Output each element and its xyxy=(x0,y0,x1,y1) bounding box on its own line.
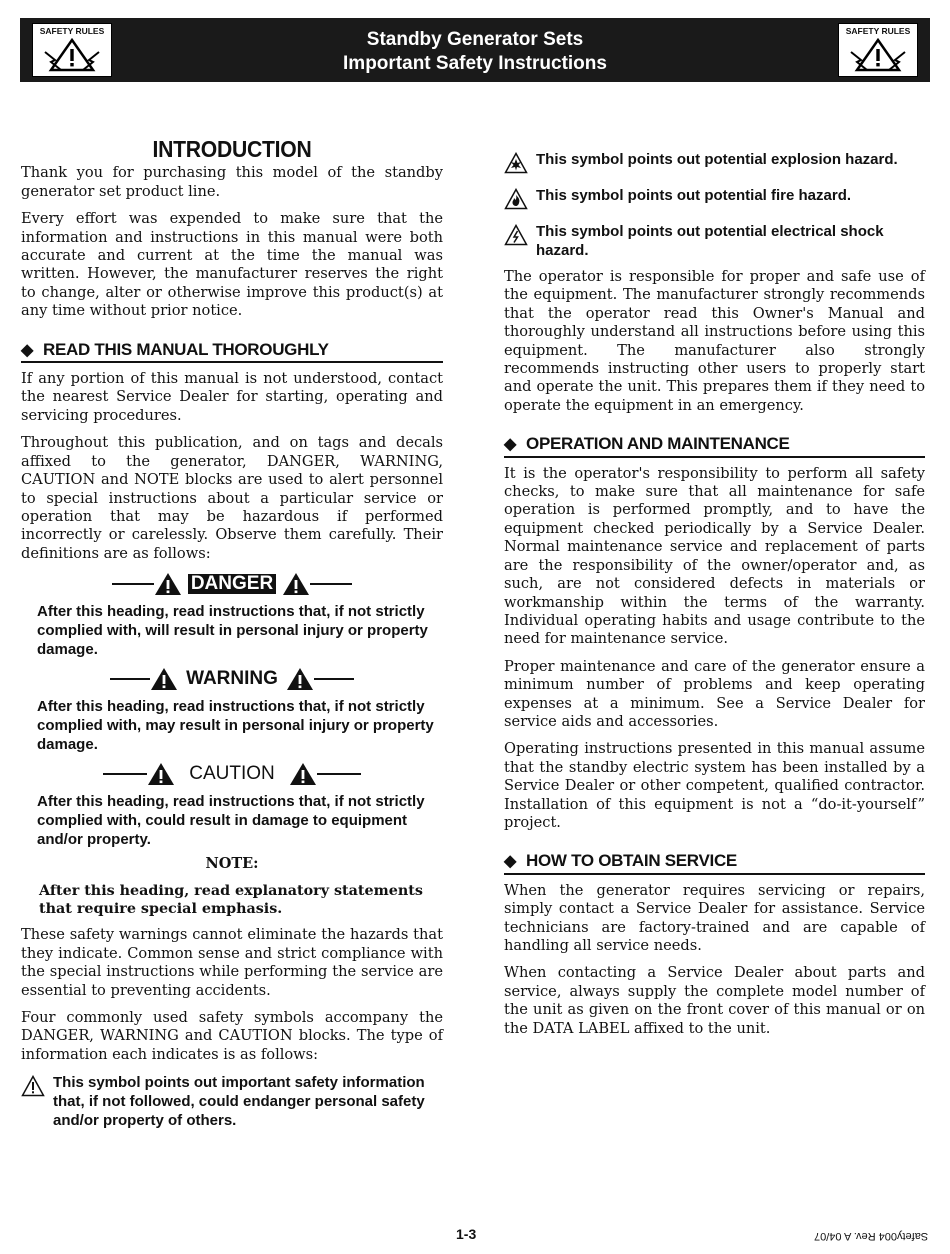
page-header xyxy=(20,18,930,82)
section-heading-service xyxy=(504,852,925,874)
service-paragraph-1: When the generator requires servicing or repairs, simply contact a Service Dealer for assistance. Service technicians are factory-trained and are capable of handling all service needs. xyxy=(504,881,925,954)
warning-triangle-icon xyxy=(286,667,314,691)
page-number: 1-3 xyxy=(456,1226,477,1242)
electrical-hazard-icon xyxy=(849,38,907,72)
shock-symbol-description: This symbol points out potential electrical shock hazard. xyxy=(536,223,884,259)
read-manual-paragraph-3: These safety warnings cannot eliminate the hazards that they indicate. Common sense and strict compliance with the special instructions while performing the service are essential to preventing accidents. xyxy=(21,926,443,999)
section-heading-text: HOW TO OBTAIN SERVICE xyxy=(526,851,737,871)
note-label: NOTE: xyxy=(205,855,259,873)
section-heading-text: OPERATION AND MAINTENANCE xyxy=(526,434,790,454)
explosion-symbol-item xyxy=(504,150,925,174)
warning-triangle-icon xyxy=(150,667,178,691)
safety-alert-symbol-item xyxy=(21,1073,443,1130)
warning-triangle-icon xyxy=(282,572,310,596)
safety-symbol-description: This symbol points out important safety information that, if not followed, could endanger personal safety and/or property of others. xyxy=(53,1074,425,1130)
shock-symbol-item xyxy=(504,222,925,260)
warning-triangle-icon xyxy=(289,762,317,786)
header-title-line1: Standby Generator Sets xyxy=(366,29,584,50)
intro-paragraph-1: Thank you for purchasing this model of the standby generator set product line. xyxy=(21,164,443,200)
danger-signal-heading xyxy=(21,572,443,596)
danger-definition: After this heading, read instructions that, if not strictly complied with, will result in personal injury or property damage. xyxy=(37,603,428,659)
section-heading-text: READ THIS MANUAL THOROUGHLY xyxy=(43,339,329,359)
right-column xyxy=(504,150,925,1047)
warning-triangle-icon xyxy=(154,572,182,596)
header-title xyxy=(20,28,930,76)
diamond-bullet-icon: ◆ xyxy=(504,853,517,871)
badge-label: SAFETY RULES xyxy=(845,26,911,36)
introduction-title: INTRODUCTION xyxy=(152,136,312,162)
read-manual-paragraph-2: Throughout this publication, and on tags and decals affixed to the generator, DANGER, WARNING, CAUTION and NOTE blocks are used to alert personnel to special instructions about a particular service or operation that may be hazardous if performed incorrectly or carelessly. Observe them carefully. Their definitions are as follows: xyxy=(21,434,443,562)
danger-label: DANGER xyxy=(188,574,276,594)
diamond-bullet-icon: ◆ xyxy=(504,436,517,454)
fire-symbol-item xyxy=(504,186,925,210)
safety-rules-badge-right xyxy=(838,23,918,77)
operation-paragraph-3: Operating instructions presented in this manual assume that the standby electric system has been installed by a Service Dealer or other competent, qualified contractor. Installation of this equipment is not a “do-it-yourself” project. xyxy=(504,740,925,831)
read-manual-paragraph-1: If any portion of this manual is not understood, contact the nearest Service Dealer for starting, operating and servicing procedures. xyxy=(21,370,443,424)
explosion-hazard-icon xyxy=(504,152,528,174)
operator-responsibility-paragraph: The operator is responsible for proper and safe use of the equipment. The manufacturer strongly recommends that the operator read this Owner's Manual and thoroughly understand all instructions before using this equipment. The manufacturer also strongly recommends instructing other users to properly start and operate the unit. This prepares them if they need to operate the equipment in an emergency. xyxy=(504,268,925,414)
caution-label: CAUTION xyxy=(189,762,275,784)
warning-signal-heading xyxy=(21,667,443,691)
safety-alert-icon xyxy=(21,1075,45,1097)
divider xyxy=(103,773,147,775)
divider xyxy=(112,583,154,585)
left-column xyxy=(21,136,443,1142)
intro-paragraph-2: Every effort was expended to make sure that the information and instructions in this manual were both accurate and current at the time the manual was written. However, the manufacturer reserves the right to change, alter or otherwise improve this product(s) at any time without prior notice. xyxy=(21,210,443,320)
operation-paragraph-2: Proper maintenance and care of the generator ensure a minimum number of problems and keep operating expenses at a minimum. See a Service Dealer for service aids and accessories. xyxy=(504,657,925,730)
divider xyxy=(314,678,354,680)
divider xyxy=(310,583,352,585)
read-manual-paragraph-4: Four commonly used safety symbols accompany the DANGER, WARNING and CAUTION blocks. The type of information each indicates is as follows: xyxy=(21,1008,443,1063)
fire-symbol-description: This symbol points out potential fire hazard. xyxy=(536,187,852,204)
electrical-shock-icon xyxy=(504,224,528,246)
document-code: Safety004 Rev. A 04/07 xyxy=(813,1230,928,1242)
divider xyxy=(317,773,361,775)
caution-signal-heading xyxy=(21,762,443,786)
section-heading-read-manual xyxy=(21,341,443,363)
caution-definition: After this heading, read instructions that, if not strictly complied with, could result in damage to equipment and/or property. xyxy=(37,793,425,849)
divider xyxy=(110,678,150,680)
diamond-bullet-icon: ◆ xyxy=(21,341,34,359)
warning-triangle-icon xyxy=(147,762,175,786)
badge-label: SAFETY RULES xyxy=(39,26,105,36)
fire-hazard-icon xyxy=(504,188,528,210)
note-definition: After this heading, read explanatory statements that require special emphasis. xyxy=(39,882,423,917)
section-heading-operation xyxy=(504,435,925,457)
explosion-symbol-description: This symbol points out potential explosion hazard. xyxy=(536,151,898,168)
header-title-line2: Important Safety Instructions xyxy=(343,53,607,74)
warning-definition: After this heading, read instructions that, if not strictly complied with, may result in personal injury or property damage. xyxy=(37,698,434,754)
warning-label: WARNING xyxy=(186,667,278,689)
service-paragraph-2: When contacting a Service Dealer about parts and service, always supply the complete model number of the unit as given on the front cover of this manual or on the DATA LABEL affixed to the unit. xyxy=(504,964,925,1037)
operation-paragraph-1: It is the operator's responsibility to perform all safety checks, to make sure that all maintenance for safe operation is performed promptly, and to have the equipment checked periodically by a Service Dealer. Normal maintenance service and replacement of parts are the responsibility of the owner/operator and, as such, are not considered defects in materials or workmanship within the terms of the warranty. Individual operating habits and usage contribute to the need for maintenance service. xyxy=(504,464,925,648)
